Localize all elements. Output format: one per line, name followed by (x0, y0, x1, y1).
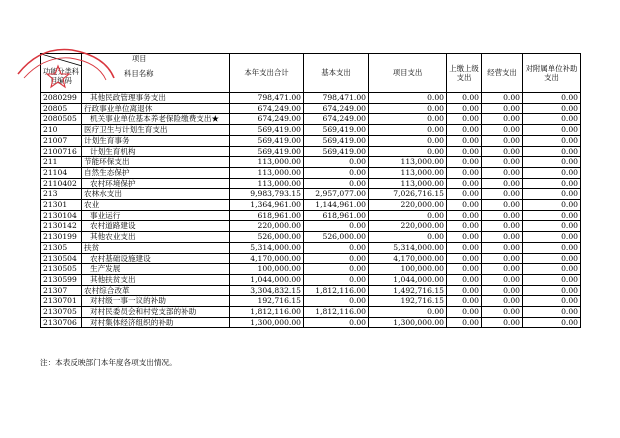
row-code: 21301 (41, 200, 82, 211)
row-basic: 0.00 (304, 167, 369, 178)
row-upper: 0.00 (447, 146, 482, 157)
header-upper: 上缴上级支出 (447, 54, 482, 93)
row-project: 1,492,716.15 (369, 285, 447, 296)
table-row (41, 93, 581, 104)
row-code: 2100716 (41, 146, 82, 157)
table-row (41, 167, 581, 178)
row-project: 0.00 (369, 103, 447, 114)
row-upper: 0.00 (447, 296, 482, 307)
row-name: 农村道路建设 (82, 221, 230, 232)
row-subsidiary: 0.00 (523, 93, 581, 104)
row-name: 事业运行 (82, 210, 230, 221)
expenditure-sheet (40, 53, 580, 328)
row-project: 0.00 (369, 146, 447, 157)
row-subsidiary: 0.00 (523, 296, 581, 307)
row-subsidiary: 0.00 (523, 307, 581, 318)
row-upper: 0.00 (447, 232, 482, 243)
row-operating: 0.00 (482, 274, 523, 285)
row-subsidiary: 0.00 (523, 167, 581, 178)
row-basic: 0.00 (304, 274, 369, 285)
row-operating: 0.00 (482, 103, 523, 114)
row-total: 113,000.00 (230, 167, 304, 178)
row-code: 2080299 (41, 93, 82, 104)
header-item-label: 项目 (132, 54, 147, 63)
header-corner-cell (41, 54, 82, 93)
row-name: 生产发展 (82, 264, 230, 275)
row-operating: 0.00 (482, 157, 523, 168)
row-operating: 0.00 (482, 285, 523, 296)
row-project: 113,000.00 (369, 167, 447, 178)
table-row (41, 103, 581, 114)
row-total: 1,300,000.00 (230, 317, 304, 328)
row-code: 21305 (41, 242, 82, 253)
row-basic: 526,000.00 (304, 232, 369, 243)
row-project: 220,000.00 (369, 221, 447, 232)
row-upper: 0.00 (447, 221, 482, 232)
row-subsidiary: 0.00 (523, 232, 581, 243)
row-code: 20805 (41, 103, 82, 114)
row-project: 0.00 (369, 210, 447, 221)
row-code: 2130199 (41, 232, 82, 243)
row-total: 220,000.00 (230, 221, 304, 232)
row-operating: 0.00 (482, 232, 523, 243)
row-upper: 0.00 (447, 167, 482, 178)
table-row (41, 264, 581, 275)
row-upper: 0.00 (447, 93, 482, 104)
table-row (41, 242, 581, 253)
header-subsidiary: 对附属单位补助支出 (523, 54, 581, 93)
row-operating: 0.00 (482, 125, 523, 136)
row-total: 526,000.00 (230, 232, 304, 243)
row-subsidiary: 0.00 (523, 103, 581, 114)
table-row (41, 285, 581, 296)
row-project: 0.00 (369, 125, 447, 136)
row-subsidiary: 0.00 (523, 274, 581, 285)
row-code: 2130599 (41, 274, 82, 285)
table-row (41, 232, 581, 243)
row-basic: 618,961.00 (304, 210, 369, 221)
table-row (41, 307, 581, 318)
table-row (41, 200, 581, 211)
row-subsidiary: 0.00 (523, 210, 581, 221)
row-subsidiary: 0.00 (523, 135, 581, 146)
row-upper: 0.00 (447, 253, 482, 264)
table-row (41, 114, 581, 125)
row-code: 213 (41, 189, 82, 200)
row-total: 113,000.00 (230, 157, 304, 168)
row-total: 569,419.00 (230, 146, 304, 157)
table-row (41, 221, 581, 232)
row-project: 0.00 (369, 93, 447, 104)
table-footnote: 注：本表反映部门本年度各项支出情况。 (40, 358, 177, 367)
row-project: 5,314,000.00 (369, 242, 447, 253)
row-total: 3,304,832.15 (230, 285, 304, 296)
row-project: 113,000.00 (369, 178, 447, 189)
row-project: 1,300,000.00 (369, 317, 447, 328)
row-code: 21007 (41, 135, 82, 146)
row-upper: 0.00 (447, 264, 482, 275)
row-name: 对村级一事一议的补助 (82, 296, 230, 307)
row-basic: 0.00 (304, 264, 369, 275)
row-code: 2130142 (41, 221, 82, 232)
row-upper: 0.00 (447, 178, 482, 189)
expenditure-table (40, 53, 581, 328)
row-operating: 0.00 (482, 114, 523, 125)
row-basic: 0.00 (304, 296, 369, 307)
row-operating: 0.00 (482, 210, 523, 221)
row-total: 1,364,961.00 (230, 200, 304, 211)
row-basic: 0.00 (304, 221, 369, 232)
header-code-label: 功能分类科目编码 (43, 67, 79, 85)
row-upper: 0.00 (447, 274, 482, 285)
table-row (41, 146, 581, 157)
row-operating: 0.00 (482, 307, 523, 318)
row-project: 4,170,000.00 (369, 253, 447, 264)
row-operating: 0.00 (482, 296, 523, 307)
row-name: 其他农业支出 (82, 232, 230, 243)
row-total: 5,314,000.00 (230, 242, 304, 253)
row-name: 行政事业单位离退休 (82, 103, 230, 114)
row-name: 扶贫 (82, 242, 230, 253)
row-name: 对村集体经济组织的补助 (82, 317, 230, 328)
row-total: 9,983,793.15 (230, 189, 304, 200)
row-code: 21307 (41, 285, 82, 296)
row-total: 1,812,116.00 (230, 307, 304, 318)
row-subsidiary: 0.00 (523, 189, 581, 200)
row-basic: 0.00 (304, 242, 369, 253)
row-upper: 0.00 (447, 200, 482, 211)
row-project: 220,000.00 (369, 200, 447, 211)
row-subsidiary: 0.00 (523, 200, 581, 211)
row-subsidiary: 0.00 (523, 221, 581, 232)
row-project: 0.00 (369, 232, 447, 243)
row-code: 21104 (41, 167, 82, 178)
row-code: 2080505 (41, 114, 82, 125)
row-code: 2130504 (41, 253, 82, 264)
row-code: 2110402 (41, 178, 82, 189)
row-project: 192,716.15 (369, 296, 447, 307)
row-upper: 0.00 (447, 242, 482, 253)
row-upper: 0.00 (447, 285, 482, 296)
row-code: 2130705 (41, 307, 82, 318)
row-total: 569,419.00 (230, 125, 304, 136)
row-subsidiary: 0.00 (523, 264, 581, 275)
row-operating: 0.00 (482, 264, 523, 275)
row-upper: 0.00 (447, 317, 482, 328)
row-name: 对村民委员会和村党支部的补助 (82, 307, 230, 318)
row-basic: 798,471.00 (304, 93, 369, 104)
row-code: 210 (41, 125, 82, 136)
row-name: 计划生育事务 (82, 135, 230, 146)
row-upper: 0.00 (447, 114, 482, 125)
table-row (41, 317, 581, 328)
row-code: 2130701 (41, 296, 82, 307)
row-upper: 0.00 (447, 103, 482, 114)
table-row (41, 274, 581, 285)
table-row (41, 189, 581, 200)
row-project: 1,044,000.00 (369, 274, 447, 285)
row-subsidiary: 0.00 (523, 242, 581, 253)
row-subsidiary: 0.00 (523, 178, 581, 189)
row-operating: 0.00 (482, 167, 523, 178)
row-basic: 1,812,116.00 (304, 285, 369, 296)
header-basic: 基本支出 (304, 54, 369, 93)
row-code: 2130505 (41, 264, 82, 275)
row-total: 113,000.00 (230, 178, 304, 189)
row-operating: 0.00 (482, 178, 523, 189)
row-project: 7,026,716.15 (369, 189, 447, 200)
row-upper: 0.00 (447, 307, 482, 318)
row-basic: 0.00 (304, 317, 369, 328)
row-total: 4,170,000.00 (230, 253, 304, 264)
row-upper: 0.00 (447, 189, 482, 200)
table-row (41, 135, 581, 146)
row-subsidiary: 0.00 (523, 125, 581, 136)
row-name: 其他民政管理事务支出 (82, 93, 230, 104)
row-subsidiary: 0.00 (523, 146, 581, 157)
row-upper: 0.00 (447, 135, 482, 146)
table-row (41, 125, 581, 136)
row-basic: 674,249.00 (304, 114, 369, 125)
row-subsidiary: 0.00 (523, 285, 581, 296)
row-name: 机关事业单位基本养老保险缴费支出★ (82, 114, 230, 125)
row-basic: 2,957,077.00 (304, 189, 369, 200)
row-subsidiary: 0.00 (523, 317, 581, 328)
row-basic: 0.00 (304, 157, 369, 168)
row-basic: 569,419.00 (304, 125, 369, 136)
row-name: 其他扶贫支出 (82, 274, 230, 285)
row-code: 2130706 (41, 317, 82, 328)
row-name: 农林水支出 (82, 189, 230, 200)
row-upper: 0.00 (447, 210, 482, 221)
row-name: 农村基础设施建设 (82, 253, 230, 264)
row-basic: 1,812,116.00 (304, 307, 369, 318)
table-row (41, 157, 581, 168)
row-project: 100,000.00 (369, 264, 447, 275)
table-row (41, 253, 581, 264)
row-operating: 0.00 (482, 200, 523, 211)
row-name: 计划生育机构 (82, 146, 230, 157)
row-operating: 0.00 (482, 146, 523, 157)
header-total: 本年支出合计 (230, 54, 304, 93)
table-row (41, 296, 581, 307)
row-project: 0.00 (369, 135, 447, 146)
row-upper: 0.00 (447, 125, 482, 136)
header-project: 项目支出 (369, 54, 447, 93)
row-operating: 0.00 (482, 93, 523, 104)
row-name: 节能环保支出 (82, 157, 230, 168)
row-total: 674,249.00 (230, 103, 304, 114)
row-name: 农村综合改革 (82, 285, 230, 296)
row-operating: 0.00 (482, 221, 523, 232)
header-row (41, 54, 581, 93)
row-basic: 1,144,961.00 (304, 200, 369, 211)
row-project: 0.00 (369, 307, 447, 318)
row-total: 618,961.00 (230, 210, 304, 221)
row-project: 113,000.00 (369, 157, 447, 168)
row-total: 798,471.00 (230, 93, 304, 104)
row-code: 2130104 (41, 210, 82, 221)
row-basic: 0.00 (304, 178, 369, 189)
row-operating: 0.00 (482, 317, 523, 328)
row-name: 自然生态保护 (82, 167, 230, 178)
table-row (41, 210, 581, 221)
row-total: 1,044,000.00 (230, 274, 304, 285)
row-total: 100,000.00 (230, 264, 304, 275)
table-body (41, 93, 581, 328)
row-basic: 569,419.00 (304, 135, 369, 146)
row-subsidiary: 0.00 (523, 157, 581, 168)
row-subsidiary: 0.00 (523, 253, 581, 264)
row-name: 医疗卫生与计划生育支出 (82, 125, 230, 136)
row-basic: 0.00 (304, 253, 369, 264)
row-name: 农业 (82, 200, 230, 211)
header-name-label: 科目名称 (124, 69, 154, 78)
row-basic: 569,419.00 (304, 146, 369, 157)
row-code: 211 (41, 157, 82, 168)
row-basic: 674,249.00 (304, 103, 369, 114)
row-project: 0.00 (369, 114, 447, 125)
header-operating: 经营支出 (482, 54, 523, 93)
table-row (41, 178, 581, 189)
row-operating: 0.00 (482, 135, 523, 146)
row-total: 192,716.15 (230, 296, 304, 307)
row-name: 农村环境保护 (82, 178, 230, 189)
row-total: 569,419.00 (230, 135, 304, 146)
row-operating: 0.00 (482, 253, 523, 264)
row-operating: 0.00 (482, 189, 523, 200)
row-subsidiary: 0.00 (523, 114, 581, 125)
header-name-cell (82, 54, 230, 93)
row-upper: 0.00 (447, 157, 482, 168)
row-total: 674,249.00 (230, 114, 304, 125)
row-operating: 0.00 (482, 242, 523, 253)
